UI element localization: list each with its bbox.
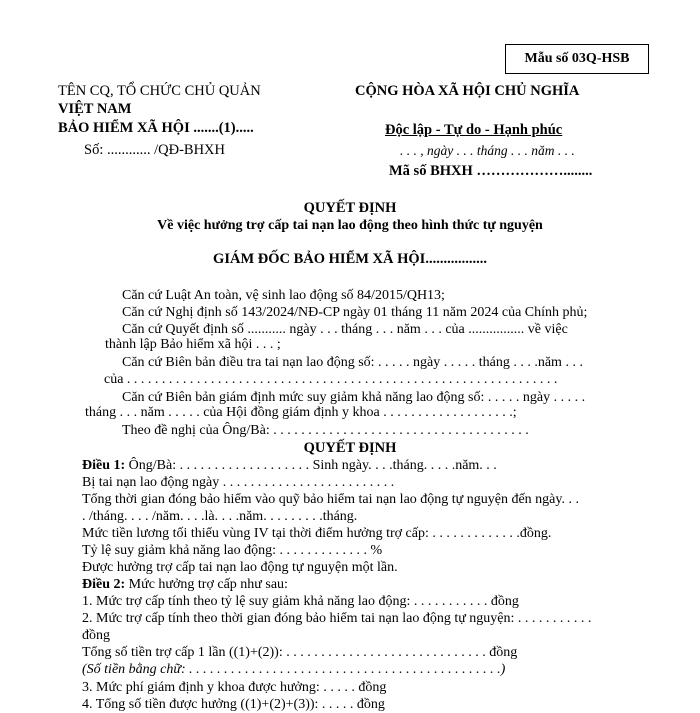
article-2-total: Tổng số tiền trợ cấp 1 lần ((1)+(2)): . . . . . . . . . . . . . . . . . . . . . . . . . . . . . đồng	[82, 645, 518, 660]
basis-decree: Căn cứ Nghị định số 143/2024/NĐ-CP ngày 01 tháng 11 năm 2024 của Chính phủ;	[122, 305, 588, 320]
article-2-label: Điều 2:	[82, 577, 126, 592]
article-2-line-4: 4. Tổng số tiền được hưởng ((1)+(2)+(3)): . . . . . đồng	[82, 697, 385, 712]
basis-assessment: Căn cứ Biên bản giám định mức suy giảm khả năng lao động số: . . . . . ngày . . . . .	[122, 390, 586, 405]
article-1-contribution: Tổng thời gian đóng bảo hiểm vào quỹ bảo hiểm tai nạn lao động tự nguyện đến ngày. . .	[82, 492, 579, 507]
article-2-line-2: 2. Mức trợ cấp tính theo thời gian đóng bảo hiểm tai nạn lao động tự nguyện: . . . . . . . . . . .	[82, 611, 592, 626]
decision-heading: QUYẾT ĐỊNH	[303, 440, 397, 456]
basis-law: Căn cứ Luật An toàn, vệ sinh lao động số 84/2015/QH13;	[122, 288, 445, 303]
director-heading: GIÁM ĐỐC BẢO HIỂM XÃ HỘI.................	[213, 251, 487, 267]
doc-subtitle: Về việc hưởng trợ cấp tai nạn lao động theo hình thức tự nguyện	[157, 218, 543, 233]
doc-number: Số: ............ /QĐ-BHXH	[84, 142, 225, 158]
basis-investigation: Căn cứ Biên bản điều tra tai nạn lao động số: . . . . . ngày . . . . . tháng . . . .năm . . .	[122, 355, 583, 370]
org-line-2: VIỆT NAM	[58, 101, 132, 117]
basis-proposal: Theo đề nghị của Ông/Bà: . . . . . . . . . . . . . . . . . . . . . . . . . . . . . . . . . . . . .	[122, 423, 529, 438]
nation-title: CỘNG HÒA XÃ HỘI CHỦ NGHĨA	[355, 83, 580, 99]
article-2-intro	[82, 577, 288, 593]
article-1-person-text: Ông/Bà: . . . . . . . . . . . . . . . . . . . Sinh ngày. . . .tháng. . . . .năm. . .	[125, 458, 497, 473]
article-1-contribution-cont: . /tháng. . . . /năm. . . .là. . . .năm. . . . . . . . .tháng.	[82, 509, 358, 524]
basis-investigation-cont: của . . . . . . . . . . . . . . . . . . . . . . . . . . . . . . . . . . . . . . . . . . . . . . . . . . . . . . . . . . . . . .	[104, 372, 558, 387]
article-2-line-2-cont: đồng	[82, 628, 110, 643]
org-line-1: TÊN CQ, TỔ CHỨC CHỦ QUẢN	[58, 83, 261, 99]
article-2-line-1: 1. Mức trợ cấp tính theo tỷ lệ suy giảm khả năng lao động: . . . . . . . . . . . đồng	[82, 594, 519, 609]
article-1-accident-date: Bị tai nạn lao động ngày . . . . . . . . . . . . . . . . . . . . . . . . .	[82, 475, 395, 490]
org-line-3: BẢO HIỂM XÃ HỘI .......(1).....	[58, 120, 254, 136]
article-1-reduction-rate: Tỷ lệ suy giảm khả năng lao động: . . . . . . . . . . . . . %	[82, 543, 383, 558]
article-1-label: Điều 1:	[82, 458, 126, 473]
article-2-line-3: 3. Mức phí giám định y khoa được hưởng: . . . . . đồng	[82, 680, 387, 695]
article-1-min-wage: Mức tiền lương tối thiểu vùng IV tại thời điểm hưởng trợ cấp: . . . . . . . . . . . . .đồng.	[82, 526, 552, 541]
doc-title: QUYẾT ĐỊNH	[303, 200, 397, 216]
bhxh-code: Mã số BHXH ………………........	[389, 163, 593, 179]
article-1-person	[82, 458, 497, 474]
date-line: . . . , ngày . . . tháng . . . năm . . .	[400, 143, 575, 158]
article-2-amount-in-words: (Số tiền bằng chữ: . . . . . . . . . . . . . . . . . . . . . . . . . . . . . . . . . . . . . . . . . . . . .)	[82, 662, 506, 677]
article-2-intro-text: Mức hưởng trợ cấp như sau:	[125, 577, 288, 592]
basis-assessment-cont: tháng . . . năm . . . . . của Hội đồng giám định y khoa . . . . . . . . . . . . . . . . . . .;	[85, 405, 517, 420]
form-code-box: Mẫu số 03Q-HSB	[505, 44, 649, 74]
basis-decision-cont: thành lập Bảo hiểm xã hội . . . ;	[105, 337, 281, 352]
basis-decision: Căn cứ Quyết định số ........... ngày . . . tháng . . . năm . . . của ................ về việc	[122, 322, 568, 337]
article-1-one-time: Được hưởng trợ cấp tai nạn lao động tự nguyện một lần.	[82, 560, 398, 575]
motto: Độc lập - Tự do - Hạnh phúc	[385, 122, 563, 138]
